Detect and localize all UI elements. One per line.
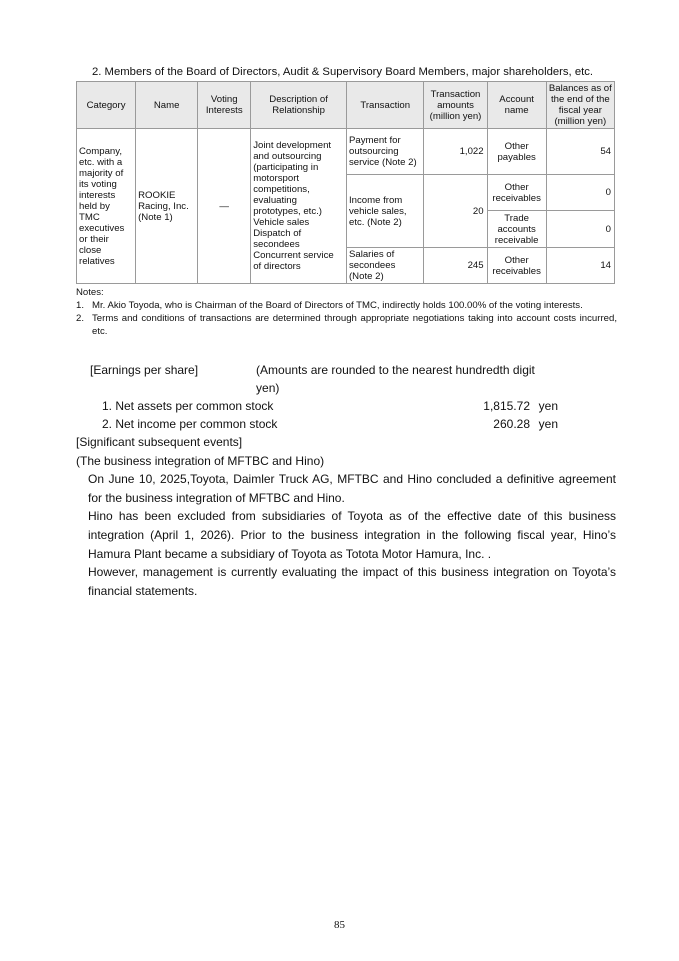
note-number: 2.: [76, 313, 85, 324]
cell-amount-1: 1,022: [424, 129, 487, 175]
note-item: [76, 312, 617, 338]
header-transaction-amounts: Transaction amounts (million yen): [424, 82, 487, 129]
earnings-per-share: [90, 361, 558, 433]
eps-item-value: 260.28: [493, 417, 530, 431]
header-voting-interests: Voting Interests: [198, 82, 251, 129]
table-notes: [76, 286, 617, 338]
cell-transaction-2: Income from vehicle sales, etc. (Note 2): [346, 175, 423, 248]
cell-voting: —: [198, 129, 251, 284]
header-description: Description of Relationship: [251, 82, 347, 129]
cell-transaction-1: Payment for outsourcing service (Note 2): [346, 129, 423, 175]
cell-balance-2: 0: [546, 175, 614, 211]
eps-item: [90, 397, 558, 415]
cell-name: ROOKIE Racing, Inc. (Note 1): [136, 129, 198, 284]
header-name: Name: [136, 82, 198, 129]
subsequent-paragraph: On June 10, 2025,Toyota, Daimler Truck AG, MFTBC and Hino concluded a definitive agreement for the business integration of MFTBC and Hino.: [88, 472, 616, 505]
cell-account-2: Other receivables: [487, 175, 546, 211]
page-number: 85: [334, 919, 345, 931]
subsequent-events-subtitle: (The business integration of MFTBC and Hino): [76, 453, 325, 468]
eps-item-label: 2. Net income per common stock: [102, 417, 278, 431]
cell-description: Joint development and outsourcing (participating in motorsport competitions, evaluating prototypes, etc.) Vehicle sales Dispatch of secondees Concurrent service of directors: [251, 129, 347, 284]
related-party-table: [76, 81, 615, 284]
eps-rounding-note: (Amounts are rounded to the nearest hundredth digit yen): [256, 363, 535, 395]
cell-transaction-3: Salaries of secondees (Note 2): [346, 248, 423, 284]
eps-item-value: 1,815.72: [483, 399, 530, 413]
cell-account-1: Other payables: [487, 129, 546, 175]
section-title: 2. Members of the Board of Directors, Audit & Supervisory Board Members, major shareholders, etc.: [92, 66, 594, 78]
notes-label: Notes:: [76, 287, 104, 298]
note-text: Mr. Akio Toyoda, who is Chairman of the Board of Directors of TMC, indirectly holds 100.00% of the voting interests.: [92, 300, 583, 311]
cell-category: Company, etc. with a majority of its voting interests held by TMC executives or their close relatives: [77, 129, 136, 284]
eps-item-unit: yen: [538, 399, 558, 413]
eps-item-label: 1. Net assets per common stock: [102, 399, 274, 413]
eps-heading-row: [90, 361, 558, 397]
note-item: [76, 299, 617, 312]
subsequent-events: [76, 433, 616, 600]
cell-amount-2: 20: [424, 175, 487, 248]
note-number: 1.: [76, 300, 85, 311]
cell-balance-2b: 0: [546, 211, 614, 248]
cell-account-2b: Trade accounts receivable: [487, 211, 546, 248]
subsequent-events-title: [Significant subsequent events]: [76, 435, 243, 449]
note-text: Terms and conditions of transactions are determined through appropriate negotiations taking into account costs incurred, etc.: [92, 313, 617, 337]
eps-item: [90, 415, 558, 433]
header-account-name: Account name: [487, 82, 546, 129]
eps-title: [Earnings per share]: [90, 363, 199, 377]
table-header-row: [77, 82, 615, 129]
header-category: Category: [77, 82, 136, 129]
subsequent-paragraph: However, management is currently evaluating the impact of this business integration on Toyota’s financial statements.: [88, 565, 616, 598]
table-row: [77, 129, 615, 175]
cell-balance-1: 54: [546, 129, 614, 175]
subsequent-paragraph: Hino has been excluded from subsidiaries of Toyota as of the effective date of this business integration (April 1, 2026). Prior to the business integration in the following fiscal year, Hino’s Hamura Plant became a subsidiary of Toyota as Totota Motor Hamura, Inc. .: [88, 509, 616, 561]
cell-amount-3: 245: [424, 248, 487, 284]
eps-item-unit: yen: [538, 417, 558, 431]
cell-account-3: Other receivables: [487, 248, 546, 284]
cell-balance-3: 14: [546, 248, 614, 284]
header-transaction: Transaction: [346, 82, 423, 129]
header-balances: Balances as of the end of the fiscal year (million yen): [546, 82, 614, 129]
